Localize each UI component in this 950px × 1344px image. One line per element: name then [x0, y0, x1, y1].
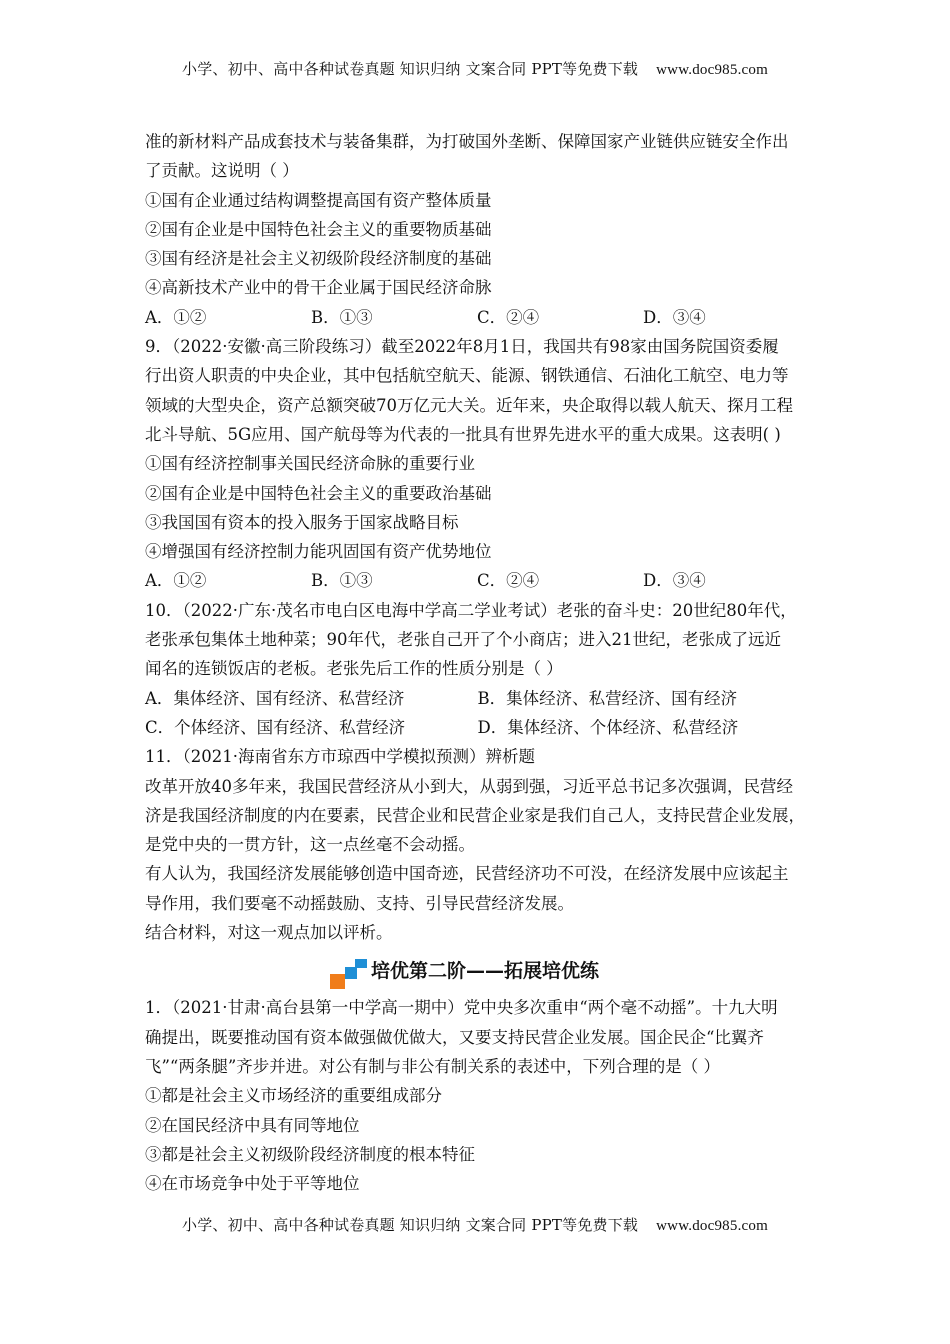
statement-item: ②国有企业是中国特色社会主义的重要物质基础 — [145, 219, 492, 239]
question-stem-line: 领域的大型央企，资产总额突破70万亿元大关。近年来，央企取得以载人航天、探月工程 — [145, 395, 793, 415]
question-10 — [145, 596, 810, 742]
stairs-logo-icon — [330, 959, 368, 989]
statement-item: ③都是社会主义初级阶段经济制度的根本特征 — [145, 1144, 475, 1164]
material-line: 是党中央的一贯方针，这一点丝毫不会动摇。 — [145, 835, 475, 855]
option-a: A．①② — [145, 307, 207, 327]
question-stem-line: 北斗导航、5G应用、国产航母等为代表的一批具有世界先进水平的重大成果。这表明( ) — [145, 424, 781, 444]
page-footer — [0, 1214, 950, 1235]
statement-item: ③我国国有资本的投入服务于国家战略目标 — [145, 512, 459, 532]
option-b: B．①③ — [311, 307, 373, 327]
option-d: D．③④ — [643, 307, 706, 327]
page-header — [0, 58, 950, 79]
footer-text: 小学、初中、高中各种试卷真题 知识归纳 文案合同 PPT等免费下载 — [182, 1216, 639, 1234]
question-stem-line: 10．（2022·广东·茂名市电白区电海中学高二学业考试）老张的奋斗史：20世纪80年代， — [145, 600, 797, 620]
answer-options — [145, 713, 810, 742]
question-stem-line: 准的新材料产品成套技术与装备集群，为打破国外垄断、保障国家产业链供应链安全作出 — [145, 132, 789, 151]
question-stem-line: 9．（2022·安徽·高三阶段练习）截至2022年8月1日，我国共有98家由国务院国资委履 — [145, 337, 779, 357]
material-line: 济是我国经济制度的内在要素，民营企业和民营企业家是我们自己人，支持民营企业发展， — [145, 805, 805, 825]
statement-item: ②在国民经济中具有同等地位 — [145, 1115, 360, 1135]
question-stem-line: 闻名的连锁饭店的老板。老张先后工作的性质分别是（ ） — [145, 659, 563, 679]
option-c: C．个体经济、国有经济、私营经济 — [145, 717, 406, 737]
material-line: 导作用，我们要毫不动摇鼓励、支持、引导民营经济发展。 — [145, 893, 574, 913]
question-stem-line: 1．（2021·甘肃·高台县第一中学高一期中）党中央多次重申“两个毫不动摇”。十九大明 — [145, 998, 778, 1018]
option-a: A．①② — [145, 571, 207, 591]
statement-item: ③国有经济是社会主义初级阶段经济制度的基础 — [145, 249, 492, 269]
option-b: B．集体经济、私营经济、国有经济 — [477, 688, 738, 708]
answer-options — [145, 684, 810, 713]
question-11 — [145, 742, 810, 947]
header-site: www.doc985.com — [656, 62, 768, 78]
question-stem-line: 飞”“两条腿”齐步并进。对公有制与非公有制关系的表述中，下列合理的是（ ） — [145, 1056, 721, 1076]
statement-item: ④增强国有经济控制力能巩固国有资产优势地位 — [145, 542, 492, 562]
material-line: 改革开放40多年来，我国民营经济从小到大，从弱到强，习近平总书记多次强调，民营经 — [145, 776, 793, 796]
document-body — [145, 127, 810, 1198]
question-stem-line: 老张承包集体土地种菜；90年代，老张自己开了个小商店；进入21世纪，老张成了远近 — [145, 630, 781, 650]
statement-item: ②国有企业是中国特色社会主义的重要政治基础 — [145, 483, 492, 503]
question-stem-line: 确提出，既要推动国有资本做强做优做大，又要支持民营企业发展。国企民企“比翼齐 — [145, 1027, 764, 1047]
header-text: 小学、初中、高中各种试卷真题 知识归纳 文案合同 PPT等免费下载 — [182, 60, 639, 78]
section-title: 培优第二阶——拓展培优练 — [371, 960, 600, 983]
option-b: B．①③ — [311, 571, 373, 591]
answer-options — [145, 566, 810, 595]
statement-item: ④在市场竞争中处于平等地位 — [145, 1174, 360, 1194]
statement-item: ④高新技术产业中的骨干企业属于国民经济命脉 — [145, 278, 492, 298]
option-c: C．②④ — [477, 571, 540, 591]
question-stem-line: 了贡献。这说明（ ） — [145, 161, 299, 181]
answer-options — [145, 303, 810, 332]
footer-site: www.doc985.com — [656, 1218, 768, 1234]
material-line: 有人认为，我国经济发展能够创造中国奇迹，民营经济功不可没，在经济发展中应该起主 — [145, 864, 789, 884]
statement-item: ①国有经济控制事关国民经济命脉的重要行业 — [145, 454, 475, 474]
question-stem-line: 11．（2021·海南省东方市琼西中学模拟预测）辨析题 — [145, 747, 535, 767]
section-heading — [145, 949, 810, 993]
question-stem-line: 行出资人职责的中央企业，其中包括航空航天、能源、钢铁通信、石油化工航空、电力等 — [145, 366, 789, 386]
question-8 — [145, 127, 810, 332]
material-line: 结合材料，对这一观点加以评析。 — [145, 923, 393, 943]
statement-item: ①国有企业通过结构调整提高国有资产整体质量 — [145, 190, 492, 210]
practice-question-1 — [145, 993, 810, 1198]
statement-item: ①都是社会主义市场经济的重要组成部分 — [145, 1086, 442, 1106]
option-a: A．集体经济、国有经济、私营经济 — [145, 688, 405, 708]
option-d: D．集体经济、个体经济、私营经济 — [477, 717, 739, 737]
option-d: D．③④ — [643, 571, 706, 591]
question-9 — [145, 332, 810, 596]
option-c: C．②④ — [477, 307, 540, 327]
